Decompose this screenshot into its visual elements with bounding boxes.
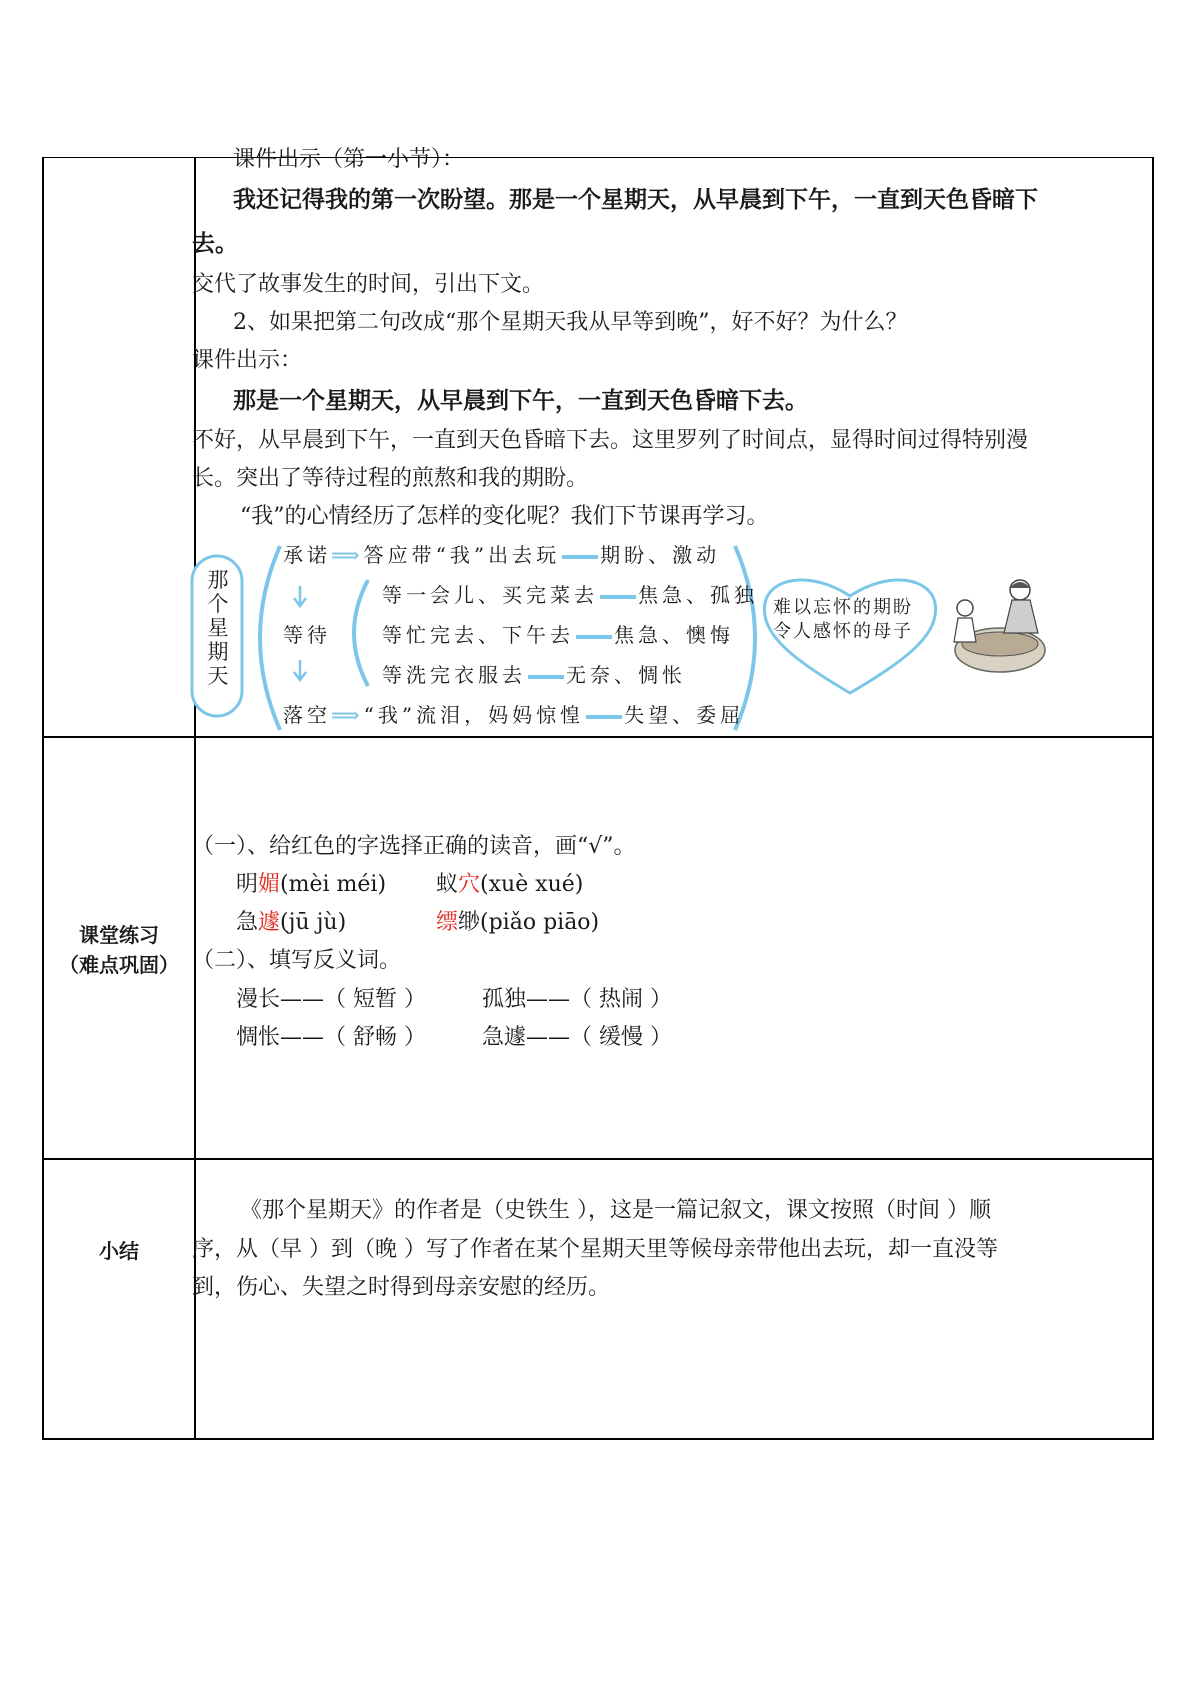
quote-line-1: 我还记得我的第一次盼望。那是一个星期天，从早晨到下午，一直到天色昏暗下 [233,187,1038,213]
exercise-question-1: （一）、给红色的字选择正确的读音，画“√”。 [192,834,636,859]
dash-icon [562,555,598,559]
courseware-heading-2: 课件出示： [192,348,303,373]
wait-item-text: 等一会儿、买完菜去 [382,583,598,607]
dash-icon [600,595,636,599]
heart-line-2: 令人感怀的母子 [773,621,913,642]
wait-item-mood: 焦急、孤独 [638,583,758,607]
wait-item-text: 等忙完去、下午去 [382,623,574,647]
antonym-1: 漫长——（ 短暂 ） [236,987,426,1012]
fall-text: “我”流泪，妈妈惊惶 [363,703,585,727]
dash-icon [586,715,622,719]
diagram-title: 那个星期天 [207,568,229,688]
arrow-right-icon: ⟹ [331,543,364,567]
wait-item-2 [382,622,734,648]
promise-mood: 期盼、激动 [600,543,721,567]
row-divider-2 [44,1158,1152,1160]
antonym-3: 惆怅——（ 舒畅 ） [236,1025,426,1050]
promise-row [283,542,720,568]
summary-line-2: 序，从（早 ）到（晚 ）写了作者在某个星期天里等候母亲带他出去玩，却一直没等 [192,1237,998,1262]
summary-line-1: 《那个星期天》的作者是（史铁生 ），这是一篇记叙文，课文按照（时间 ）顺 [240,1198,991,1223]
fall-row [283,702,744,728]
courseware-heading: 课件出示（第一小节）： [233,147,465,172]
heart-line-1: 难以忘怀的期盼 [773,597,913,618]
promise-label: 承诺 [283,543,331,567]
dash-icon [576,635,612,639]
wait-item-1 [382,582,758,608]
promise-text: 答应带“我”出去玩 [363,543,561,567]
antonym-2: 孤独——（ 热闹 ） [482,987,672,1012]
wait-item-mood: 无奈、惆怅 [566,663,686,687]
antonym-4: 急遽——（ 缓慢 ） [482,1025,672,1050]
wait-label: 等待 [283,623,331,647]
wait-item-mood: 焦急、懊悔 [614,623,734,647]
summary-line-3: 到，伤心、失望之时得到母亲安慰的经历。 [192,1275,611,1300]
quote-line-2: 去。 [192,231,238,257]
exercise-question-2: （二）、填写反义词。 [192,948,402,973]
practice-label-line2: （难点巩固） [59,953,179,977]
pinyin-item-3: 急遽(jū jù) [236,910,347,935]
practice-label [44,920,194,980]
question-2: 2、如果把第二句改成“那个星期天我从早等到晚”，好不好？为什么？ [233,310,908,335]
heart-text [773,596,913,644]
wait-item-text: 等洗完衣服去 [382,663,526,687]
pinyin-item-4: 缥缈(piǎo piāo) [436,910,600,935]
transition-line: “我”的心情经历了怎样的变化呢？我们下节课再学习。 [240,504,769,529]
answer-line-1: 不好，从早晨到下午，一直到天色昏暗下去。这里罗列了时间点，显得时间过得特别漫 [192,428,1029,453]
fall-mood: 失望、委屈 [624,703,745,727]
mother-child-illustration [954,580,1045,672]
fall-label: 落空 [283,703,331,727]
explanation-1: 交代了故事发生的时间，引出下文。 [192,272,545,297]
wait-item-3 [382,662,686,688]
dash-icon [528,675,564,679]
arrow-right-icon: ⟹ [331,703,364,727]
practice-label-line1: 课堂练习 [79,923,159,947]
pinyin-item-1: 明媚(mèi méi) [236,872,387,897]
pinyin-item-2: 蚁穴(xuè xué) [436,872,584,897]
quote-line-3: 那是一个星期天，从早晨到下午，一直到天色昏暗下去。 [233,388,808,414]
summary-label: 小结 [99,1239,139,1263]
answer-line-2: 长。突出了等待过程的煎熬和我的期盼。 [192,466,589,491]
